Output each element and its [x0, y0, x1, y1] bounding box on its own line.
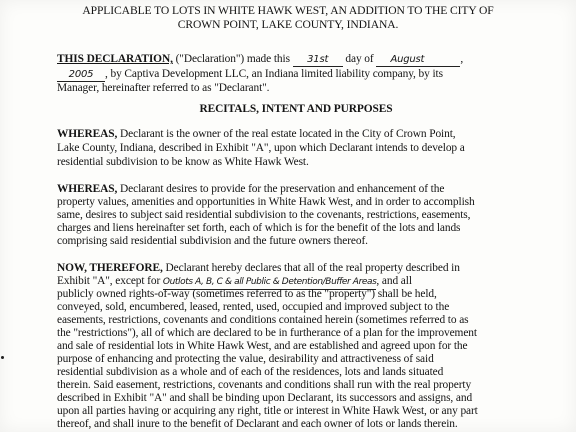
now-therefore-line-5: easements, restrictions, covenants and conditions contained herein (sometimes referred to as: [57, 314, 469, 326]
whereas-2-text: Declarant desires to provide for the preservation and enhancement of the: [117, 183, 445, 195]
header-line-2: CROWN POINT, LAKE COUNTY, INDIANA.: [177, 18, 399, 31]
recitals-heading: RECITALS, INTENT AND PURPOSES: [199, 103, 393, 115]
whereas-1-line-3: residential subdivision to be know as White Hawk West.: [57, 156, 309, 168]
declaration-line-1: THIS DECLARATION, ("Declaration") made this 31st day of August ,: [57, 53, 464, 65]
whereas-2-lead: WHEREAS,: [57, 183, 118, 195]
now-therefore-text: Declarant hereby declares that all of the real property described in: [162, 262, 460, 274]
now-therefore-line-11: described in Exhibit "A" and shall be binding upon Declarant, its successors and assigns, and: [57, 392, 473, 404]
now-therefore-line-8: purpose of enhancing and protecting the value, desirability and attractiveness of said: [57, 353, 434, 365]
now-therefore-line-9: residential subdivision as a whole and of each of the residences, lots and lands situated: [57, 366, 444, 378]
declaration-line-2: [57, 68, 443, 82]
now-therefore-line-2-pre: Exhibit "A", except for: [57, 275, 163, 287]
now-therefore-lead: NOW, THEREFORE,: [57, 262, 163, 274]
now-therefore-line-10: therein. Said easement, restrictions, covenants and conditions shall run with the real property: [57, 379, 472, 391]
whereas-2-line-3: same, desires to subject said residential subdivision to the covenants, restrictions, easements,: [57, 209, 471, 221]
now-therefore-line-12: upon all parties having or acquiring any right, title or interest in White Hawk West, or any part: [57, 405, 478, 417]
now-therefore-line-7: and sale of residential lots in White Hawk West, and are established and agreed upon for the: [57, 340, 468, 352]
declaration-month-handwritten: August: [376, 53, 438, 67]
whereas-1-line-1: [57, 128, 456, 141]
now-therefore-line-2-post: , and all: [376, 275, 412, 287]
now-therefore-line-6: the "restrictions"), all of which are declared to be in furtherance of a plan for the improvement: [57, 327, 477, 339]
now-therefore-line-3: publicly owned rights-of-way (sometimes referred to as the "property") shall be held,: [57, 288, 437, 300]
declaration-year-handwritten: 2005: [57, 68, 105, 82]
now-therefore-line-1: [57, 262, 460, 275]
whereas-2-line-1: [57, 183, 444, 196]
declaration-line-2-text: , by Captiva Development LLC, an Indiana limited liability company, by its: [105, 68, 443, 80]
declaration-quote: ("Declaration") made this: [172, 53, 293, 65]
whereas-1-lead: WHEREAS,: [57, 128, 118, 140]
declaration-day-handwritten: 31st: [293, 53, 343, 67]
whereas-1-line-2: Lake County, Indiana, described in Exhibit "A", upon which Declarant intends to develop a: [57, 142, 465, 154]
scan-speck: [1, 356, 4, 359]
now-therefore-line-13: thereof, and shall inure to the benefit of Declarant and each owner of lots or lands therein.: [57, 418, 458, 430]
handwritten-exception: Outlots A, B, C & all Public & Detention/Buffer Areas: [163, 276, 377, 290]
whereas-2-line-2: property values, amenities and opportunities in White Hawk West, and in order to accomplish: [57, 196, 475, 208]
declaration-lead: THIS DECLARATION,: [57, 53, 173, 65]
whereas-2-line-5: comprising said residential subdivision and the future owners thereof.: [57, 235, 368, 247]
whereas-2-line-4: charges and liens hereinafter set forth, each of which is for the benefit of the lots and lands: [57, 222, 461, 234]
declaration-line-3: Manager, hereinafter referred to as "Declarant".: [57, 82, 270, 94]
whereas-1-text: Declarant is the owner of the real estate located in the City of Crown Point,: [117, 128, 456, 140]
header-line-1: APPLICABLE TO LOTS IN WHITE HAWK WEST, AN ADDITION TO THE CITY OF: [82, 4, 494, 17]
now-therefore-line-4: conveyed, sold, encumbered, leased, rented, used, occupied and improved subject to the: [57, 301, 450, 313]
declaration-day-suffix: day of: [342, 53, 377, 65]
